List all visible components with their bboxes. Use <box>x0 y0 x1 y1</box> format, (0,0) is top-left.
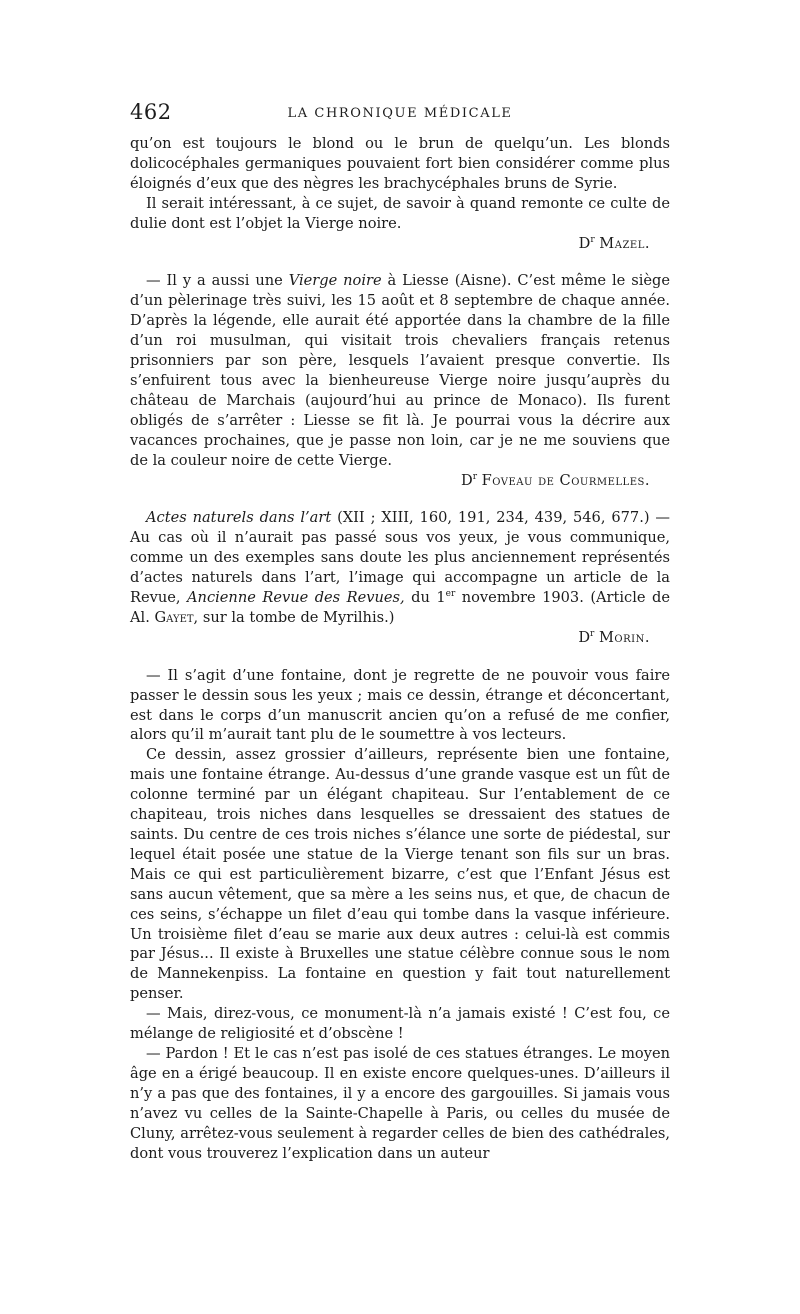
paragraph: Ce dessin, assez grossier d’ailleurs, représente bien une fontaine, mais une fontaine étrange. Au-dessus d’une grande vasque est un fût de colonne terminé par un élégant chapiteau. Sur l’entablement de ce chapiteau, trois niches dans lesquelles se dressaient des statues de saints. Du centre de ces trois niches s’élance une sorte de piédestal, sur lequel était posée une statue de la Vierge tenant son fils sur un bras. Mais ce qui est particulièrement bizarre, c’est que l’Enfant Jésus est sans aucun vêtement, que sa mère a les seins nus, et que, de chacun de ces seins, s’échappe un filet d’eau qui tombe dans la vasque inférieure. Un troisième filet d’eau se marie aux deux autres : celui-là est commis par Jésus... Il existe à Bruxelles une statue célèbre connue sous le nom de Mannekenpiss. La fontaine en question y fait tout naturellement penser. <box>130 746 670 1003</box>
section-gap <box>130 648 670 666</box>
running-head: LA CHRONIQUE MÉDICALE <box>287 106 513 121</box>
section-gap <box>130 253 670 271</box>
signature-morin: $D^r$ Morin. <box>578 628 650 646</box>
paragraph: — Pardon ! Et le cas n’est pas isolé de ces statues étranges. Le moyen âge en a érigé beaucoup. Il en existe encore quelques-unes. D’ailleurs il n’y a pas que des fontaines, il y a encore des gargouilles. Si jamais vous n’avez vu celles de la Sainte-Chapelle à Paris, ou celles du musée de Cluny, arrêtez-vous seulement à regarder celles de bien des cathédrales, dont vous trouverez l’explication dans un auteur <box>130 1044 670 1162</box>
paragraph: — Il y a aussi une Vierge noire à Liesse (Aisne). C’est même le siège d’un pèlerinage très suivi, les 15 août et 8 septembre de chaque année. D’après la légende, elle aurait été apportée dans la chambre de la fille d’un roi musulman, qui visitait trois chevaliers français retenus prisonniers par son père, lesquels l’avaient presque convertie. Ils s’enfuirent tous avec la bienheureuse Vierge noire jusqu’auprès du château de Marchais (aujourd’hui au prince de Monaco). Ils furent obligés de s’arrêter : Liesse se fit là. Je pourrai vous la décrire aux vacances prochaines, que je passe non loin, car je ne me souviens que de la couleur noire de cette Vierge. <box>130 272 670 469</box>
signature-mazel: $D^r$ Mazel. <box>578 234 650 252</box>
paragraph: Il serait intéressant, à ce sujet, de savoir à quand remonte ce culte de dulie dont est l’objet la Vierge noire. <box>130 194 670 232</box>
body-text <box>130 134 670 1163</box>
paragraph: — Mais, direz-vous, ce monument-là n’a jamais existé ! C’est fou, ce mélange de religiosité et d’obscène ! <box>130 1005 670 1043</box>
section-gap <box>130 490 670 508</box>
page-header <box>130 100 670 130</box>
paragraph: Actes naturels dans l’art (XII ; XIII, 160, 191, 234, 439, 546, 677.) — Au cas où il n’aurait pas passé sous vos yeux, je vous communique, comme un des exemples sans doute les plus anciennement représentés d’actes naturels dans l’art, l’image qui accompagne un article de la Revue, Ancienne Revue des Revues, du 1er novembre 1903. (Article de Al. Gayet, sur la tombe de Myrilhis.) <box>130 509 671 626</box>
section-title: Actes naturels dans l’art <box>146 509 332 527</box>
paragraph: — Il s’agit d’une fontaine, dont je regrette de ne pouvoir vous faire passer le dessin sous les yeux ; mais ce dessin, étrange et déconcertant, est dans le corps d’un manuscrit ancien qu’on a refusé de me confier, alors qu’il m’aurait tant plu de le soumettre à vos lecteurs. <box>130 666 670 744</box>
signature-foveau-de-courmelles: $D^r$ Foveau de Courmelles. <box>460 471 650 489</box>
paragraph: qu’on est toujours le blond ou le brun de quelqu’un. Les blonds dolicocéphales germaniques pouvaient fort bien considérer comme plus éloignés d’eux que des nègres les brachycéphales bruns de Syrie. <box>130 135 670 192</box>
page-number: 462 <box>130 100 172 124</box>
